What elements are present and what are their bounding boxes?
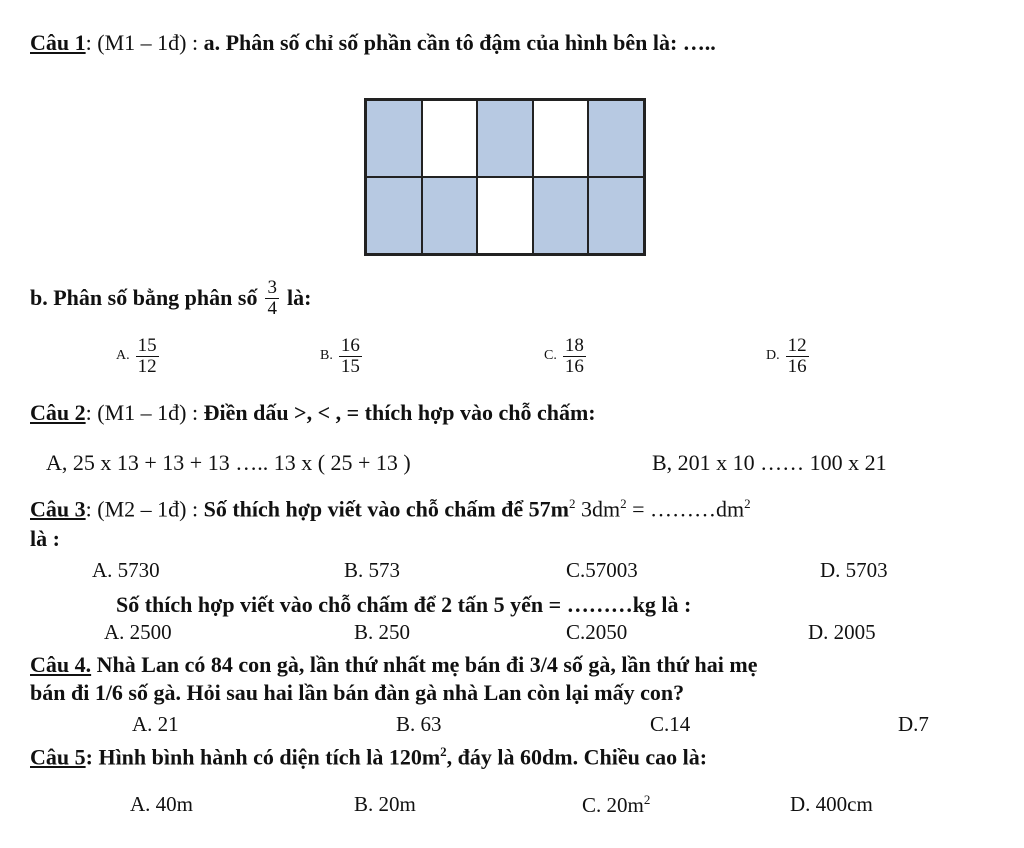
part-b-suffix: là: xyxy=(286,285,312,311)
option-letter: A. xyxy=(116,348,130,364)
figure-cell xyxy=(422,177,478,254)
q4-option-b[interactable]: B. 63 xyxy=(396,712,442,736)
figure-cell xyxy=(588,100,644,177)
q1-option-d[interactable] xyxy=(766,336,809,377)
q1-option-b[interactable] xyxy=(320,336,362,377)
superscript: 2 xyxy=(744,496,751,511)
fraction-numerator: 3 xyxy=(267,277,277,298)
q5-option-b[interactable]: B. 20m xyxy=(354,792,416,816)
superscript: 2 xyxy=(569,496,576,511)
q3-sub-option-c[interactable]: C.2050 xyxy=(566,620,628,644)
q4-option-c[interactable]: C.14 xyxy=(650,712,691,736)
question-1-header xyxy=(30,30,716,56)
figure-cell xyxy=(588,177,644,254)
figure-cell xyxy=(366,177,422,254)
question-1-part-a: a. Phân số chỉ số phần cần tô đậm của hình bên là: ….. xyxy=(203,30,716,55)
q3-sub-option-d[interactable]: D. 2005 xyxy=(808,620,876,644)
question-1-part-b xyxy=(30,278,311,319)
q1-option-c[interactable] xyxy=(544,336,586,377)
question-4-text-1: Nhà Lan có 84 con gà, lần thứ nhất mẹ bán đi 3/4 số gà, lần thứ hai mẹ xyxy=(91,652,758,677)
fraction-numerator: 16 xyxy=(340,335,360,356)
part-b-prefix: b. Phân số bằng phân số xyxy=(30,285,258,311)
fraction-denominator: 4 xyxy=(267,297,277,319)
option-fraction xyxy=(136,336,159,377)
q5-option-d[interactable]: D. 400cm xyxy=(790,792,873,816)
question-5-text-post: , đáy là 60dm. Chiều cao là: xyxy=(446,744,708,770)
fraction-denominator: 16 xyxy=(564,355,584,377)
figure-cell xyxy=(477,177,533,254)
question-2-item-a: A, 25 x 13 + 13 + 13 ….. 13 x ( 25 + 13 ) xyxy=(46,450,411,475)
question-2-text: Điền dấu >, < , = thích hợp vào chỗ chấm: xyxy=(203,400,596,425)
question-3-sub-text: Số thích hợp viết vào chỗ chấm để 2 tấn 5 yến = ………kg là : xyxy=(116,592,692,617)
fraction-numerator: 12 xyxy=(787,335,807,356)
question-3-header xyxy=(30,496,751,522)
figure-cell xyxy=(477,100,533,177)
question-2-label: Câu 2 xyxy=(30,400,86,425)
question-3-text-mid: 3dm xyxy=(575,496,621,522)
option-fraction xyxy=(786,336,809,377)
question-1-label: Câu 1 xyxy=(30,30,86,55)
question-5-text-pre: : Hình bình hành có diện tích là 120m xyxy=(85,744,441,770)
option-fraction xyxy=(339,336,362,377)
option-c-text: C. 20m xyxy=(582,793,644,817)
q3-option-b[interactable]: B. 573 xyxy=(344,558,401,582)
question-5-label: Câu 5 xyxy=(30,744,86,770)
question-4-line-2: bán đi 1/6 số gà. Hỏi sau hai lần bán đàn gà nhà Lan còn lại mấy con? xyxy=(30,680,685,705)
option-letter: B. xyxy=(320,348,333,364)
superscript: 2 xyxy=(440,744,447,759)
q1-option-a[interactable] xyxy=(116,336,159,377)
fraction-numerator: 18 xyxy=(564,335,584,356)
question-2-tag: : (M1 – 1đ) : xyxy=(85,400,204,425)
option-fraction xyxy=(563,336,586,377)
figure-cell xyxy=(422,100,478,177)
q4-option-d[interactable]: D.7 xyxy=(898,712,929,736)
question-2-item-b: B, 201 x 10 …… 100 x 21 xyxy=(652,450,887,475)
superscript: 2 xyxy=(620,496,627,511)
question-4-label: Câu 4. xyxy=(30,652,92,677)
fraction-denominator: 16 xyxy=(787,355,807,377)
question-3-la: là : xyxy=(30,526,60,551)
fraction-denominator: 15 xyxy=(340,355,360,377)
question-1-tag: : (M1 – 1đ) : xyxy=(85,30,204,55)
question-3-text-pre: Số thích hợp viết vào chỗ chấm để 57m xyxy=(203,496,569,522)
fraction-denominator: 12 xyxy=(137,355,157,377)
question-5-header xyxy=(30,744,707,770)
q3-option-a[interactable]: A. 5730 xyxy=(92,558,160,582)
question-3-label: Câu 3 xyxy=(30,496,86,522)
figure-cell xyxy=(533,177,589,254)
q3-sub-option-b[interactable]: B. 250 xyxy=(354,620,411,644)
superscript: 2 xyxy=(643,792,651,807)
figure-cell xyxy=(533,100,589,177)
fraction-numerator: 15 xyxy=(137,335,157,356)
question-3-tag: : (M2 – 1đ) : xyxy=(85,496,204,522)
option-letter: C. xyxy=(544,348,557,364)
q5-option-c[interactable] xyxy=(582,792,650,818)
q3-option-d[interactable]: D. 5703 xyxy=(820,558,888,582)
question-3-text-post: = ………dm xyxy=(626,496,745,522)
q5-option-a[interactable]: A. 40m xyxy=(130,792,193,816)
question-2-header xyxy=(30,400,596,426)
q4-option-a[interactable]: A. 21 xyxy=(132,712,179,736)
part-b-fraction xyxy=(265,278,279,319)
option-letter: D. xyxy=(766,348,780,364)
figure-cell xyxy=(366,100,422,177)
q3-option-c[interactable]: C.57003 xyxy=(566,558,638,582)
shaded-fraction-figure xyxy=(364,98,646,256)
q3-sub-option-a[interactable]: A. 2500 xyxy=(104,620,172,644)
question-4-line-1 xyxy=(30,652,757,678)
